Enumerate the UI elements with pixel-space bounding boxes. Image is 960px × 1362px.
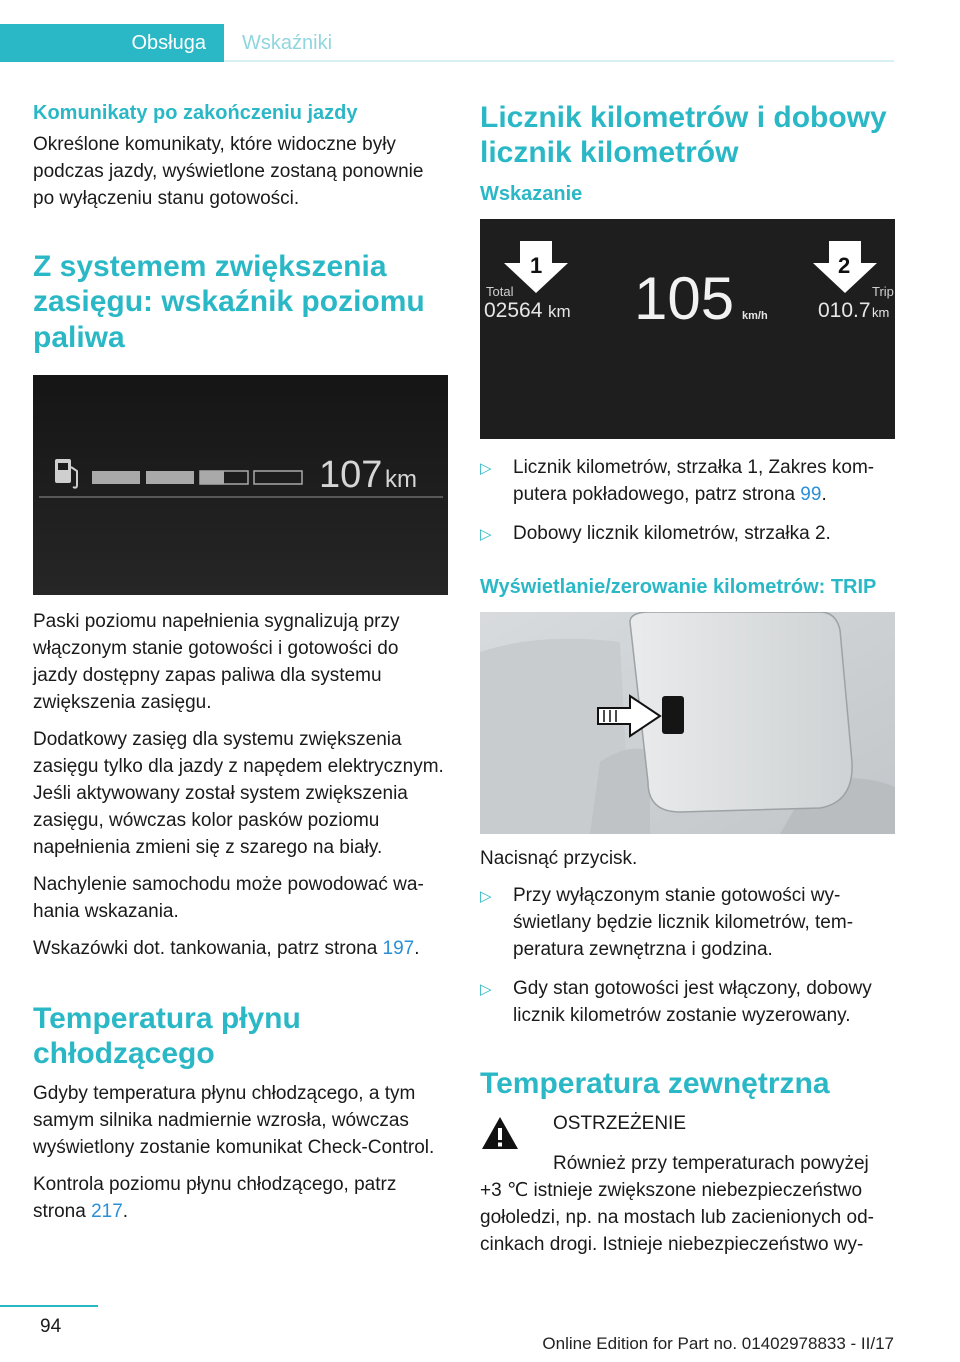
trip-value: 010.7 (818, 298, 871, 322)
fuel-range-value: 107 (319, 454, 383, 497)
page-number: 94 (40, 1316, 62, 1337)
paragraph-coolant-1: Gdyby temperatura płynu chłodzącego, a tym samym silnika nadmiernie wzrosła, wówczas wyświetlony zostanie komunikat Check-Control. (33, 1083, 435, 1159)
paragraph-press-button: Nacisnąć przycisk. (480, 847, 638, 869)
heading-outside-temperature: Temperatura zewnętrzna (480, 1066, 830, 1100)
page-ref-217[interactable]: 217 (91, 1201, 123, 1223)
svg-text:1: 1 (530, 252, 543, 278)
heading-display: Wskazanie (480, 182, 583, 205)
paragraph-range-2: Dodatkowy zasięg dla systemu zwiększenia zasięgu tylko dla jazdy z napędem elektrycznym. Jeśli aktywowany został system zwiększenia zasięgu, wówczas kolor pasków poziomu napełnienia zmieni się z szarego na biały. (33, 728, 444, 858)
section-tab-obsluga: Obsługa (0, 24, 224, 62)
total-unit: km (548, 301, 571, 321)
list-item: ▷ Gdy stan gotowości jest włączony, dobowy licznik kilometrów zostanie wyzerowany. (480, 976, 895, 1030)
header-divider (224, 60, 894, 62)
fuel-display-graphic (33, 375, 448, 595)
paragraph-range-3: Nachylenie samochodu może powodować wahania wskazania. (33, 873, 424, 922)
warning-box (480, 1111, 895, 1151)
heading-trip: Wyświetlanie/zerowanie kilometrów: TRIP (480, 575, 877, 598)
trip-label: Trip (872, 283, 894, 299)
fuel-range-unit: km (385, 466, 417, 494)
svg-text:2: 2 (838, 252, 851, 278)
list-item: ▷ Licznik kilometrów, strzałka 1, Zakres komputera pokładowego, patrz strona 99. (480, 455, 895, 509)
right-column (480, 100, 895, 1269)
warning-title: OSTRZEŻENIE (553, 1112, 687, 1134)
page-header (0, 24, 960, 62)
trip-unit: km (872, 304, 890, 320)
page-ref-197[interactable]: 197 (382, 937, 415, 959)
total-value: 02564 (484, 298, 543, 322)
edition-note: Online Edition for Part no. 01402978833 - II/17 (542, 1334, 894, 1353)
paragraph-range-4: Wskazówki dot. tankowania, patrz strona 197. (33, 937, 420, 959)
heading-odometer: Licznik kilometrów i dobowy licznik kilometrów (480, 101, 887, 170)
fuel-segment (146, 471, 194, 484)
page-ref-99[interactable]: 99 (800, 483, 822, 505)
fuel-segment (92, 471, 140, 484)
list-item: ▷ Dobowy licznik kilometrów, strzałka 2. (480, 521, 895, 548)
bullet-triangle-icon: ▷ (480, 980, 492, 998)
warning-text: Również przy temperaturach powyżej +3 ℃ istnieje zwiększone niebezpieczeństwo gołoledzi, np. na mostach lub zacienionych odcinkach drogi. Istnieje niebezpieczeństwo wy- (480, 1152, 874, 1255)
speed-unit: km/h (742, 309, 768, 322)
odometer-display-graphic (480, 219, 895, 439)
speed-value: 105 (634, 264, 735, 332)
section-tab-wskazniki: Wskaźniki (242, 31, 333, 54)
fuel-level-display-image (33, 375, 448, 595)
bullet-triangle-icon: ▷ (480, 459, 492, 477)
odometer-display-image (480, 219, 895, 439)
bullet-triangle-icon: ▷ (480, 525, 492, 543)
trip-button-graphic (480, 612, 895, 834)
paragraph-range-1: Paski poziomu napełnienia sygnalizują przy włączonym stanie gotowości i gotowości do jazdy dostępny zapas paliwa dla systemu zwiększenia zasięgu. (33, 611, 400, 713)
heading-messages: Komunikaty po zakończeniu jazdy (33, 102, 358, 124)
paragraph-messages: Określone komunikaty, które widoczne były podczas jazdy, wyświetlone zostaną ponownie po wyłączeniu stanu gotowości. (33, 134, 424, 209)
fuel-segment-partial (200, 471, 224, 484)
paragraph-coolant-2: Kontrola poziomu płynu chłodzącego, patrz strona 217. (33, 1174, 397, 1223)
trip-button (662, 696, 684, 734)
list-item: ▷ Przy wyłączonym stanie gotowości wyświetlany będzie licznik kilometrów, temperatura zewnętrzna i godzina. (480, 883, 895, 964)
heading-range-extender: Z systemem zwiększenia zasięgu: wskaźnik poziomu paliwa (33, 249, 425, 354)
heading-coolant: Temperatura płynu chłodzącego (33, 1001, 301, 1071)
bullet-triangle-icon: ▷ (480, 887, 492, 905)
trip-button-image (480, 612, 895, 834)
footer-divider (0, 1305, 98, 1307)
total-label: Total (486, 283, 514, 299)
warning-triangle-icon (480, 1115, 520, 1151)
left-column (33, 100, 448, 1236)
